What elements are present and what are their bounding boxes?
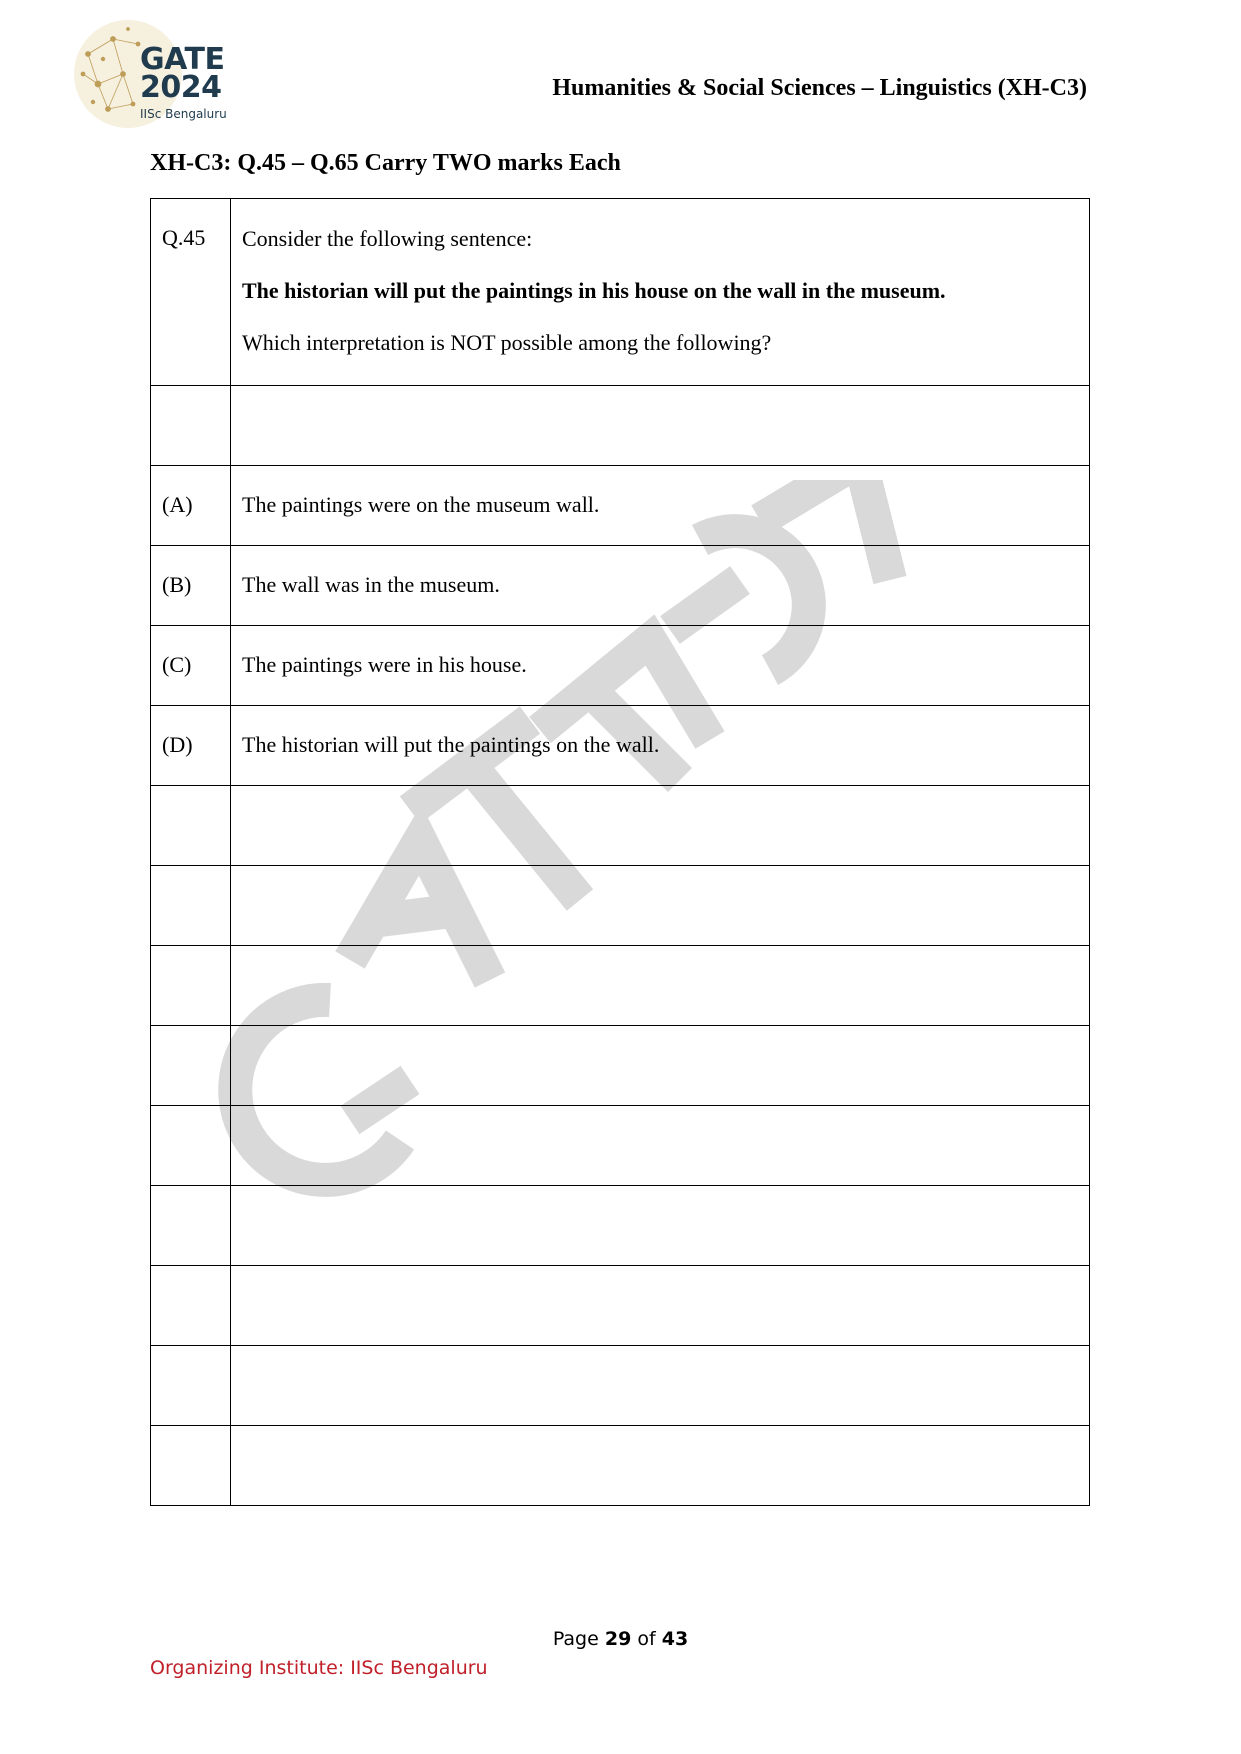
page-of: of xyxy=(637,1628,656,1650)
blank-row xyxy=(151,1266,1090,1346)
option-row-c xyxy=(151,626,1090,706)
logo-institute: IISc Bengaluru xyxy=(140,107,227,121)
section-title: XH-C3: Q.45 – Q.65 Carry TWO marks Each xyxy=(150,150,621,176)
page-prefix: Page xyxy=(552,1628,599,1650)
option-label: (A) xyxy=(151,466,231,546)
blank-row xyxy=(151,1426,1090,1506)
page-current: 29 xyxy=(604,1628,632,1650)
gate-logo xyxy=(68,14,238,134)
question-sentence: The historian will put the paintings in his house on the wall in the museum. xyxy=(242,278,946,303)
paper-title: Humanities & Social Sciences – Linguistics (XH-C3) xyxy=(552,75,1087,101)
blank-row xyxy=(151,946,1090,1026)
option-row-a xyxy=(151,466,1090,546)
blank-row xyxy=(151,386,1090,466)
option-text: The paintings were on the museum wall. xyxy=(231,466,1090,546)
organizing-institute: Organizing Institute: IISc Bengaluru xyxy=(150,1657,488,1679)
option-row-d xyxy=(151,706,1090,786)
logo-year: 2024 xyxy=(140,70,222,105)
question-body xyxy=(231,199,1090,386)
question-prompt: Which interpretation is NOT possible among the following? xyxy=(242,330,772,355)
option-label: (B) xyxy=(151,546,231,626)
option-text: The historian will put the paintings on the wall. xyxy=(231,706,1090,786)
blank-row xyxy=(151,1106,1090,1186)
question-table xyxy=(150,198,1090,1506)
option-text: The wall was in the museum. xyxy=(231,546,1090,626)
blank-row xyxy=(151,1026,1090,1106)
blank-row xyxy=(151,866,1090,946)
option-row-b xyxy=(151,546,1090,626)
page-total: 43 xyxy=(661,1628,689,1650)
option-text: The paintings were in his house. xyxy=(231,626,1090,706)
page-number xyxy=(0,1628,1241,1650)
option-label: (D) xyxy=(151,706,231,786)
logo-name: GATE xyxy=(140,42,225,77)
blank-row xyxy=(151,1346,1090,1426)
question-number: Q.45 xyxy=(151,199,231,386)
option-label: (C) xyxy=(151,626,231,706)
blank-row xyxy=(151,786,1090,866)
question-intro: Consider the following sentence: xyxy=(242,226,533,251)
question-row xyxy=(151,199,1090,386)
blank-row xyxy=(151,1186,1090,1266)
